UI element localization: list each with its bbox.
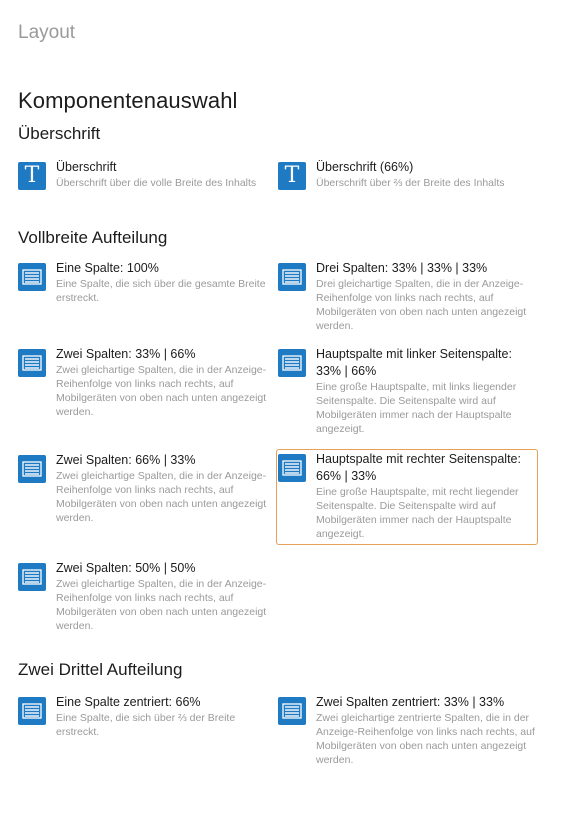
option-description: Zwei gleichartige Spalten, die in der Anzeige-Reihenfolge von links nach rechts, auf Mobilgeräten von oben nach unten angezeigt werden. xyxy=(56,470,267,524)
option-description: Zwei gleichartige zentrierte Spalten, die in der Anzeige-Reihenfolge von links nach rechts, auf Mobilgeräten von oben nach unten angezeigt werden. xyxy=(316,712,535,766)
option-title: Eine Spalte zentriert: 66% xyxy=(56,695,201,709)
section-grid-vollbreite xyxy=(18,260,562,656)
option-title: Hauptspalte mit rechter Seitenspalte: 66% | 33% xyxy=(316,452,521,483)
component-option[interactable] xyxy=(18,159,278,219)
layout-icon xyxy=(278,263,306,291)
option-description: Eine Spalte, die sich über ⅔ der Breite erstreckt. xyxy=(56,712,236,738)
option-title: Zwei Spalten: 33% | 66% xyxy=(56,347,196,361)
section-grid-zwei-drittel xyxy=(18,694,562,774)
component-option[interactable] xyxy=(278,159,538,219)
option-title: Überschrift xyxy=(56,160,117,174)
option-description: Zwei gleichartige Spalten, die in der Anzeige-Reihenfolge von links nach rechts, auf Mobilgeräten von oben nach unten angezeigt werden. xyxy=(56,578,267,632)
component-option[interactable] xyxy=(278,346,538,452)
component-option[interactable] xyxy=(18,560,278,656)
component-option-selected[interactable] xyxy=(276,449,538,545)
option-title: Überschrift (66%) xyxy=(316,160,414,174)
page-title: Komponentenauswahl xyxy=(18,88,238,113)
layout-icon xyxy=(18,563,46,591)
component-option[interactable] xyxy=(278,260,538,346)
layout-icon xyxy=(18,263,46,291)
component-option[interactable] xyxy=(18,260,278,346)
section-title-ueberschrift: Überschrift xyxy=(18,124,101,143)
layout-icon xyxy=(18,349,46,377)
text-t-icon: T xyxy=(18,162,46,190)
layout-icon xyxy=(18,697,46,725)
option-description: Überschrift über ⅔ der Breite des Inhalts xyxy=(316,177,505,189)
option-title: Eine Spalte: 100% xyxy=(56,261,159,275)
option-title: Zwei Spalten zentriert: 33% | 33% xyxy=(316,695,505,709)
option-description: Zwei gleichartige Spalten, die in der Anzeige-Reihenfolge von links nach rechts, auf Mobilgeräten von oben nach unten angezeigt werden. xyxy=(56,364,267,418)
component-option[interactable] xyxy=(18,346,278,452)
layout-icon xyxy=(278,454,306,482)
component-option[interactable] xyxy=(18,452,278,560)
option-title: Drei Spalten: 33% | 33% | 33% xyxy=(316,261,488,275)
component-picker-page xyxy=(0,22,580,774)
layout-icon xyxy=(278,697,306,725)
section-title-vollbreite: Vollbreite Aufteilung xyxy=(18,228,168,247)
option-title: Zwei Spalten: 50% | 50% xyxy=(56,561,196,575)
text-t-icon: T xyxy=(278,162,306,190)
section-grid-ueberschrift xyxy=(18,159,562,219)
option-description: Drei gleichartige Spalten, die in der Anzeige-Reihenfolge von links nach rechts, auf Mobilgeräten von oben nach unten angezeigt werden. xyxy=(316,278,527,332)
component-option[interactable] xyxy=(18,694,278,774)
option-description: Eine große Hauptspalte, mit links liegender Seitenspalte. Die Seitenspalte wird auf Mobilgeräten immer nach der Hauptspalte angezeigt. xyxy=(316,381,517,435)
component-option[interactable] xyxy=(278,694,538,774)
layout-icon xyxy=(18,455,46,483)
option-description: Eine große Hauptspalte, mit recht liegender Seitenspalte. Die Seitenspalte wird auf Mobilgeräten immer nach der Hauptspalte angezeigt. xyxy=(316,486,519,540)
page-label: Layout xyxy=(18,22,76,43)
layout-icon xyxy=(278,349,306,377)
section-title-zwei-drittel: Zwei Drittel Aufteilung xyxy=(18,660,183,679)
option-title: Zwei Spalten: 66% | 33% xyxy=(56,453,196,467)
option-title: Hauptspalte mit linker Seitenspalte: 33% | 66% xyxy=(316,347,512,378)
option-description: Überschrift über die volle Breite des Inhalts xyxy=(56,177,257,189)
option-description: Eine Spalte, die sich über die gesamte Breite erstreckt. xyxy=(56,278,266,304)
